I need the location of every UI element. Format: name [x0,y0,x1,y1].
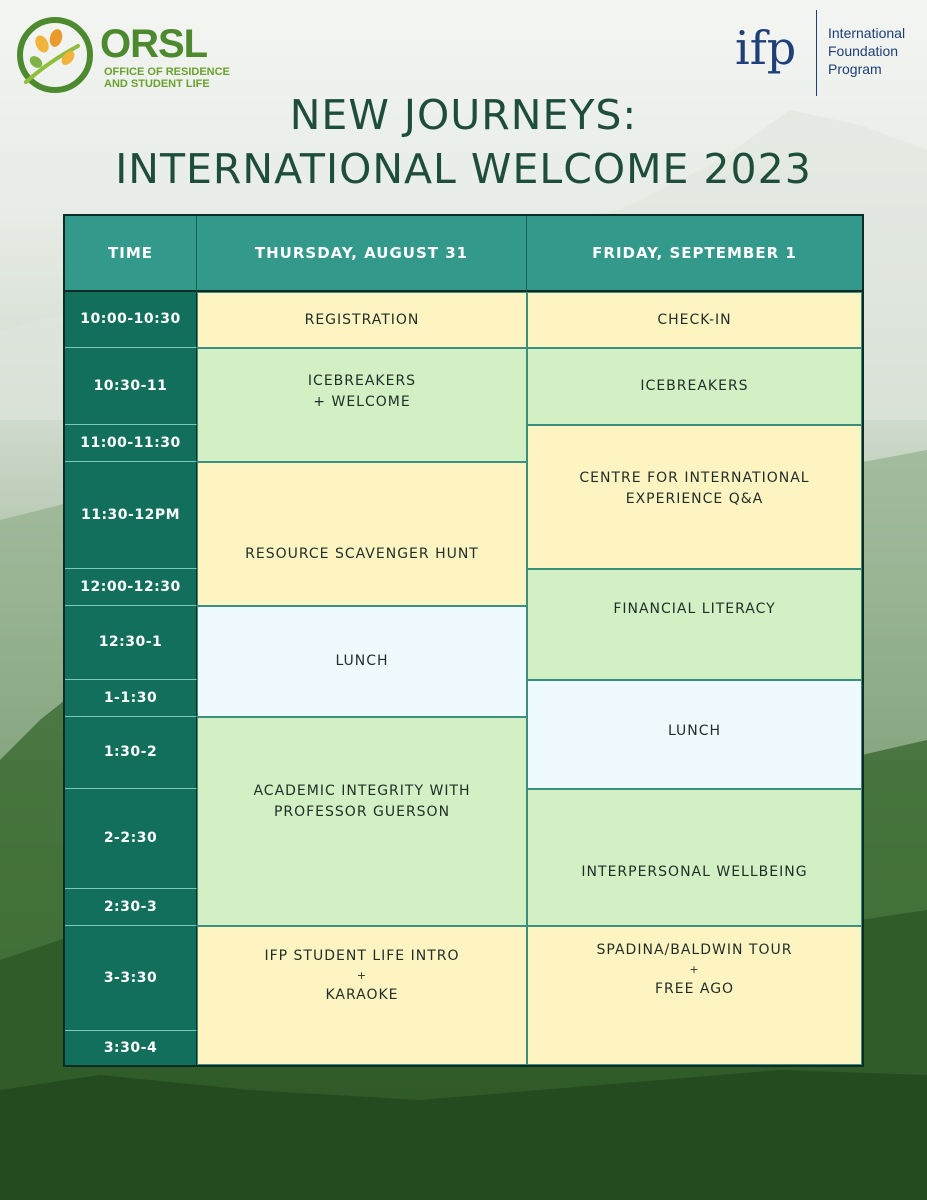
header-thursday: THURSDAY, AUGUST 31 [197,216,527,292]
orsl-subtitle-line2: AND STUDENT LIFE [104,78,210,90]
event-resource-scavenger-hunt: RESOURCE SCAVENGER HUNT [197,462,527,606]
ifp-logo [735,10,925,98]
orsl-logo [16,16,256,98]
time-slot: 2-2:30 [65,789,197,889]
event-plus: + [689,962,700,976]
event-line: SPADINA/BALDWIN TOUR [596,941,793,958]
event-academic-integrity: ACADEMIC INTEGRITY WITH PROFESSOR GUERSON [197,717,527,926]
time-slot: 11:00-11:30 [65,425,197,462]
ifp-line3: Program [828,61,882,77]
title-line1: NEW JOURNEYS: [289,91,638,139]
event-line: IFP STUDENT LIFE INTRO [264,947,460,964]
ifp-mark: ifp [735,21,797,75]
time-slot: 3-3:30 [65,926,197,1031]
ifp-line2: Foundation [828,43,899,59]
header-time: TIME [65,216,197,292]
time-slot: 11:30-12PM [65,462,197,569]
orsl-subtitle [104,66,264,90]
time-slot: 10:00-10:30 [65,292,197,348]
orsl-wordmark: ORSL [100,22,208,66]
time-slot: 1-1:30 [65,680,197,717]
event-financial-literacy: FINANCIAL LITERACY [527,569,862,680]
event-centre-for-international-experience: CENTRE FOR INTERNATIONAL EXPERIENCE Q&A [527,425,862,569]
event-plus: + [356,968,368,982]
orsl-subtitle-line1: OFFICE OF RESIDENCE [104,66,230,78]
ifp-line1: International [828,25,906,41]
ifp-divider [816,10,817,96]
event-icebreakers-friday: ICEBREAKERS [527,348,862,425]
schedule-table [63,214,864,1067]
time-slot: 12:00-12:30 [65,569,197,606]
leaf-branch-icon [16,16,94,94]
event-interpersonal-wellbeing: INTERPERSONAL WELLBEING [527,789,862,926]
event-check-in: CHECK-IN [527,292,862,348]
header-friday: FRIDAY, SEPTEMBER 1 [527,216,862,292]
time-slot: 2:30-3 [65,889,197,926]
event-line: FREE AGO [654,980,735,997]
event-ifp-student-life-intro [197,926,527,1065]
time-slot: 10:30-11 [65,348,197,425]
event-icebreakers-welcome: ICEBREAKERS + WELCOME [197,348,527,462]
time-slot: 12:30-1 [65,606,197,680]
ifp-program-name [828,24,905,78]
event-spadina-baldwin-tour [527,926,862,1065]
event-lunch-thursday: LUNCH [197,606,527,717]
time-slot: 3:30-4 [65,1031,197,1065]
page-title [0,88,927,196]
event-registration: REGISTRATION [197,292,527,348]
time-slot: 1:30-2 [65,717,197,789]
event-line: KARAOKE [325,986,399,1003]
title-line2: INTERNATIONAL WELCOME 2023 [115,145,812,193]
event-lunch-friday: LUNCH [527,680,862,789]
